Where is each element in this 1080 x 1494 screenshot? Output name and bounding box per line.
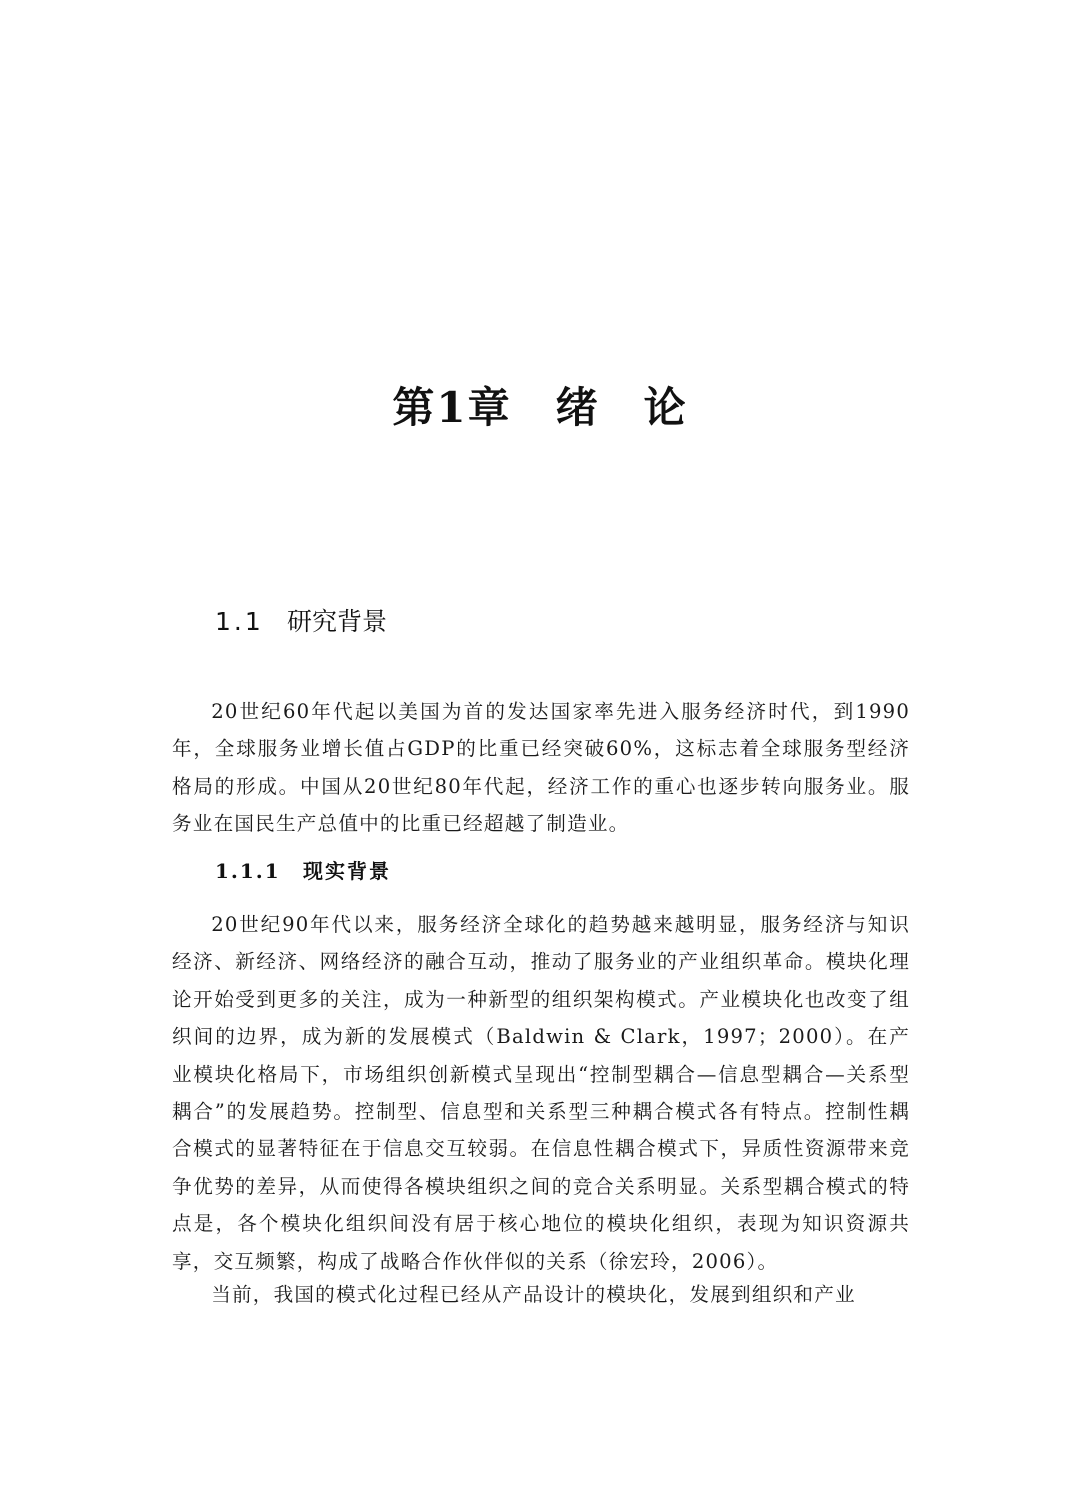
paragraph-3: 当前，我国的模式化过程已经从产品设计的模块化，发展到组织和产业 — [211, 1283, 856, 1306]
subsection-title: 现实背景 — [303, 859, 391, 883]
section-heading — [215, 602, 387, 642]
subsection-heading — [215, 855, 391, 887]
chapter-name: 绪 论 — [555, 383, 688, 432]
chapter-title — [0, 378, 1080, 438]
section-number: 1.1 — [215, 607, 264, 636]
paragraph-1: 20世纪60年代起以美国为首的发达国家率先进入服务经济时代，到1990年，全球服务业增长值占GDP的比重已经突破60%，这标志着全球服务型经济格局的形成。中国从20世纪80年代起，经济工作的重心也逐步转向服务业。服务业在国民生产总值中的比重已经超越了制造业。 — [172, 700, 910, 836]
chapter-number: 第1章 — [392, 383, 512, 432]
subsection-number: 1.1.1 — [215, 859, 281, 883]
paragraph-2: 20世纪90年代以来，服务经济全球化的趋势越来越明显，服务经济与知识经济、新经济、网络经济的融合互动，推动了服务业的产业组织革命。模块化理论开始受到更多的关注，成为一种新型的组织架构模式。产业模块化也改变了组织间的边界，成为新的发展模式（Baldwin & Clark，1997；2000）。在产业模块化格局下，市场组织创新模式呈现出“控制型耦合—信息型耦合—关系型耦合”的发展趋势。控制型、信息型和关系型三种耦合模式各有特点。控制性耦合模式的显著特征在于信息交互较弱。在信息性耦合模式下，异质性资源带来竞争优势的差异，从而使得各模块组织之间的竞合关系明显。关系型耦合模式的特点是，各个模块化组织间没有居于核心地位的模块化组织，表现为知识资源共享，交互频繁，构成了战略合作伙伴似的关系（徐宏玲，2006）。 — [172, 913, 910, 1273]
section-title: 研究背景 — [287, 607, 388, 636]
